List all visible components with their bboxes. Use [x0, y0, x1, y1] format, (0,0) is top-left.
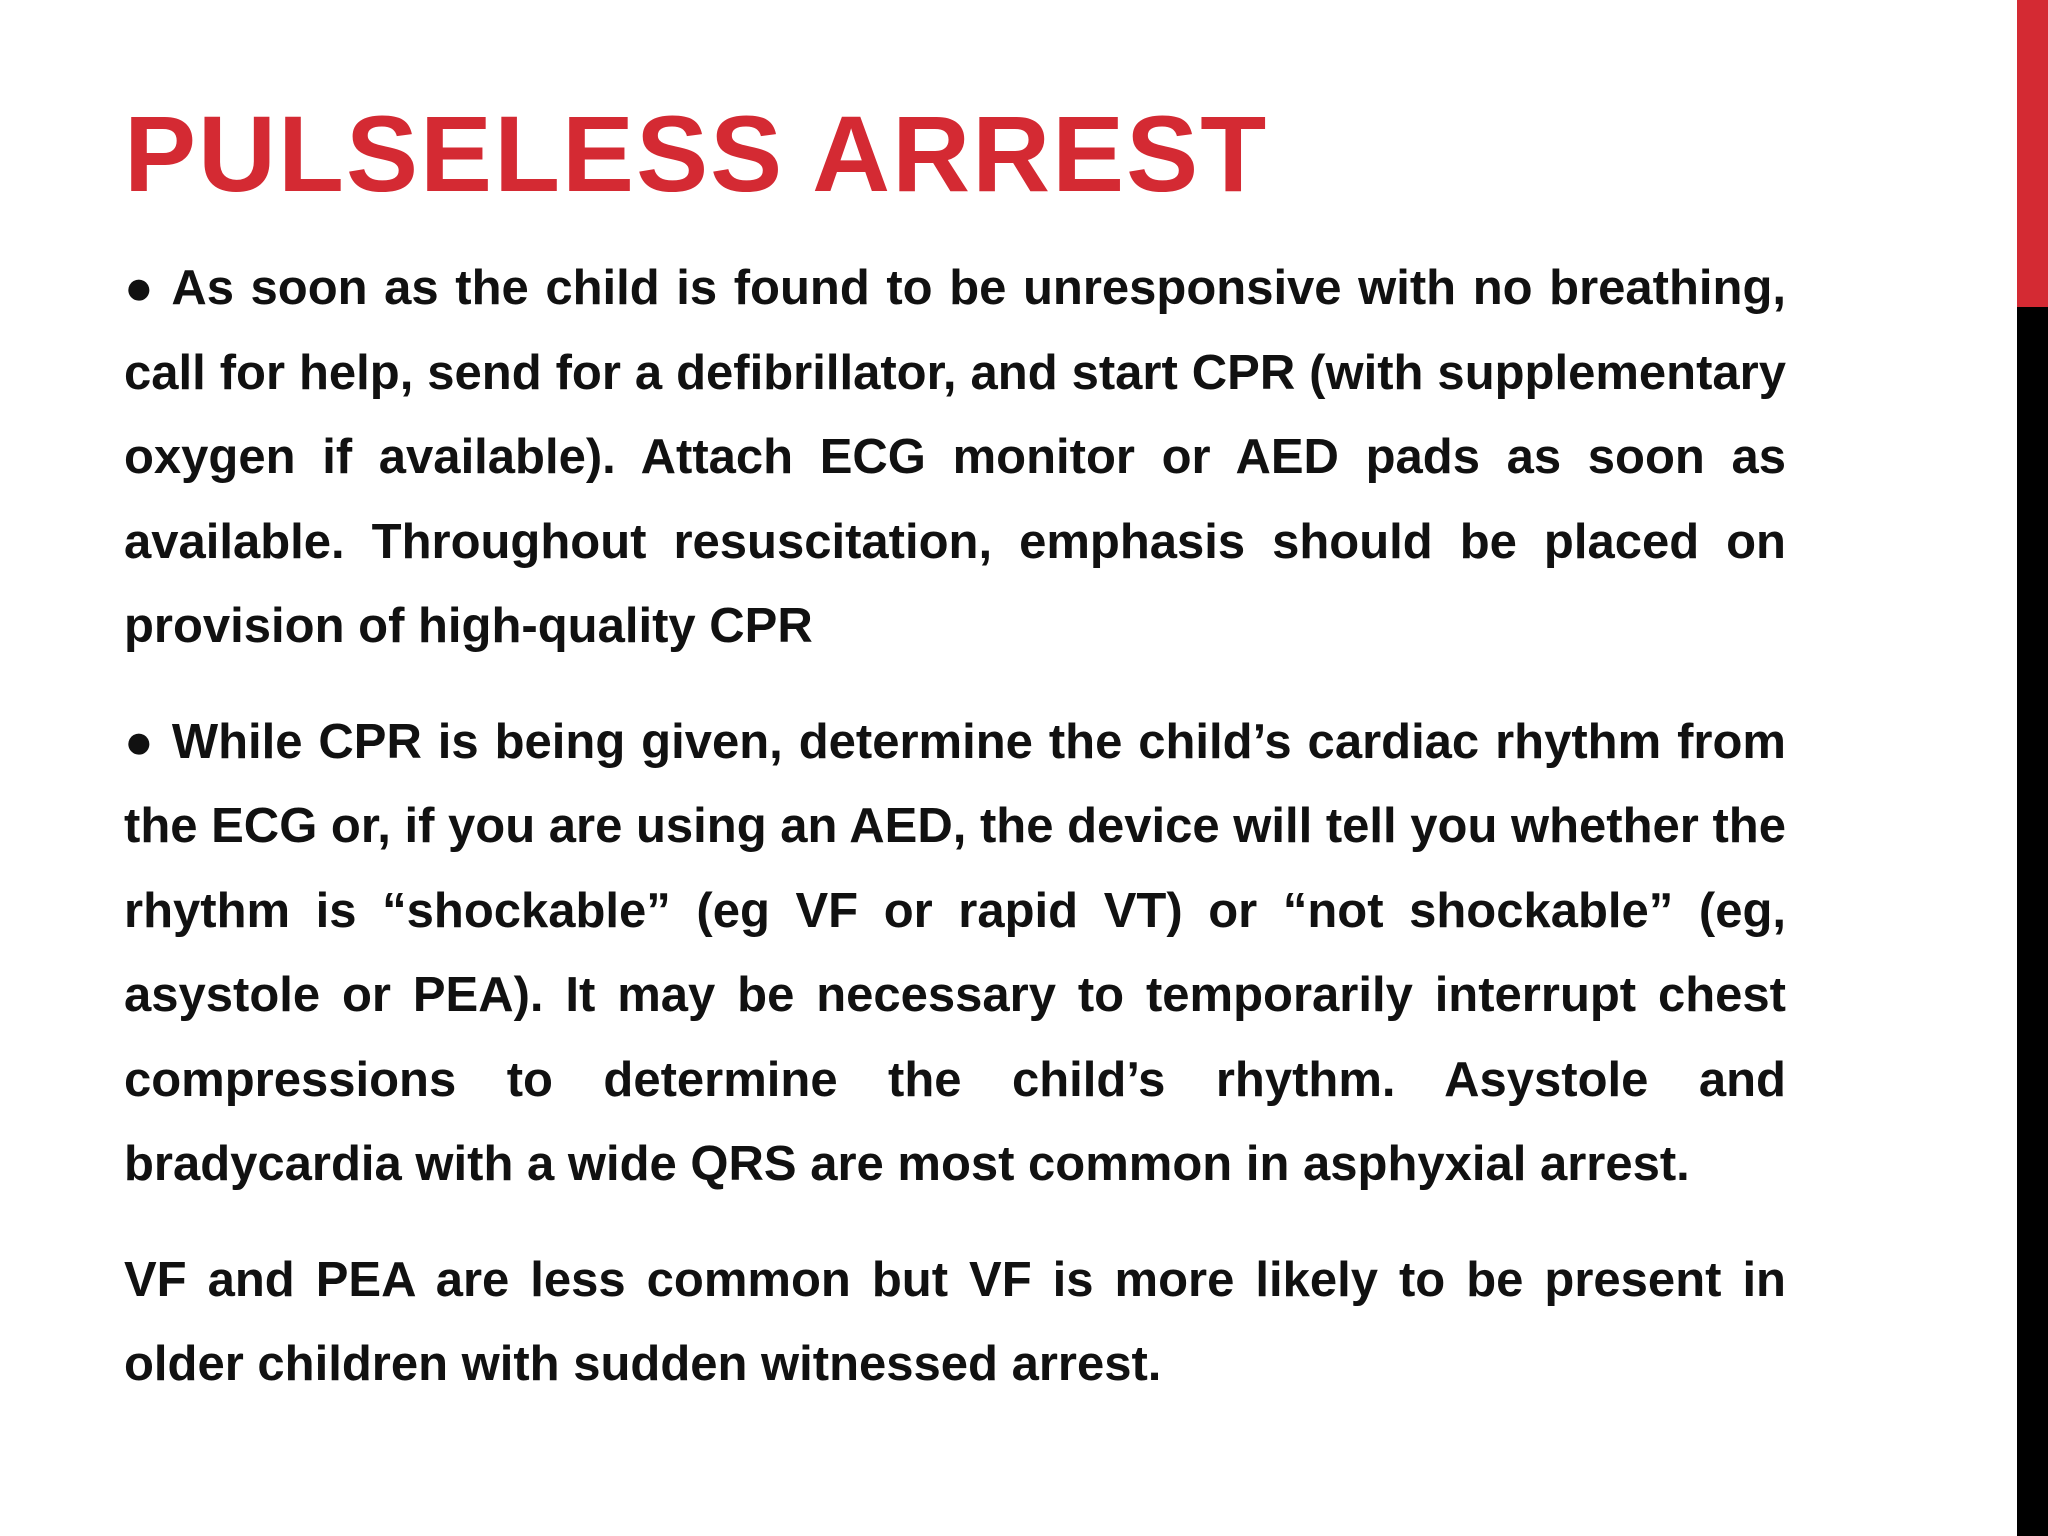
slide-body — [124, 246, 1786, 1407]
paragraph-initial-steps: ● As soon as the child is found to be unresponsive with no breathing, call for help, send for a defibrillator, and start CPR (with supplementary oxygen if available). Attach ECG monitor or AED pads as soon as available. Throughout resuscitation, emphasis should be placed on provision of high-quality CPR — [124, 261, 1786, 653]
slide-title: PULSELESS ARREST — [124, 93, 1269, 214]
paragraph-vf-pea: VF and PEA are less common but VF is more likely to be present in older children with sudden witnessed arrest. — [124, 1252, 1786, 1391]
accent-bar-black — [2017, 307, 2048, 1536]
accent-bar-red — [2017, 0, 2048, 307]
paragraph-rhythm-check: ● While CPR is being given, determine the child’s cardiac rhythm from the ECG or, if you are using an AED, the device will tell you whether the rhythm is “shockable” (eg VF or rapid VT) or “not shockable” (eg, asystole or PEA). It may be necessary to temporarily interrupt chest compressions to determine the child’s rhythm. Asystole and bradycardia with a wide QRS are most common in asphyxial arrest. — [124, 714, 1786, 1191]
